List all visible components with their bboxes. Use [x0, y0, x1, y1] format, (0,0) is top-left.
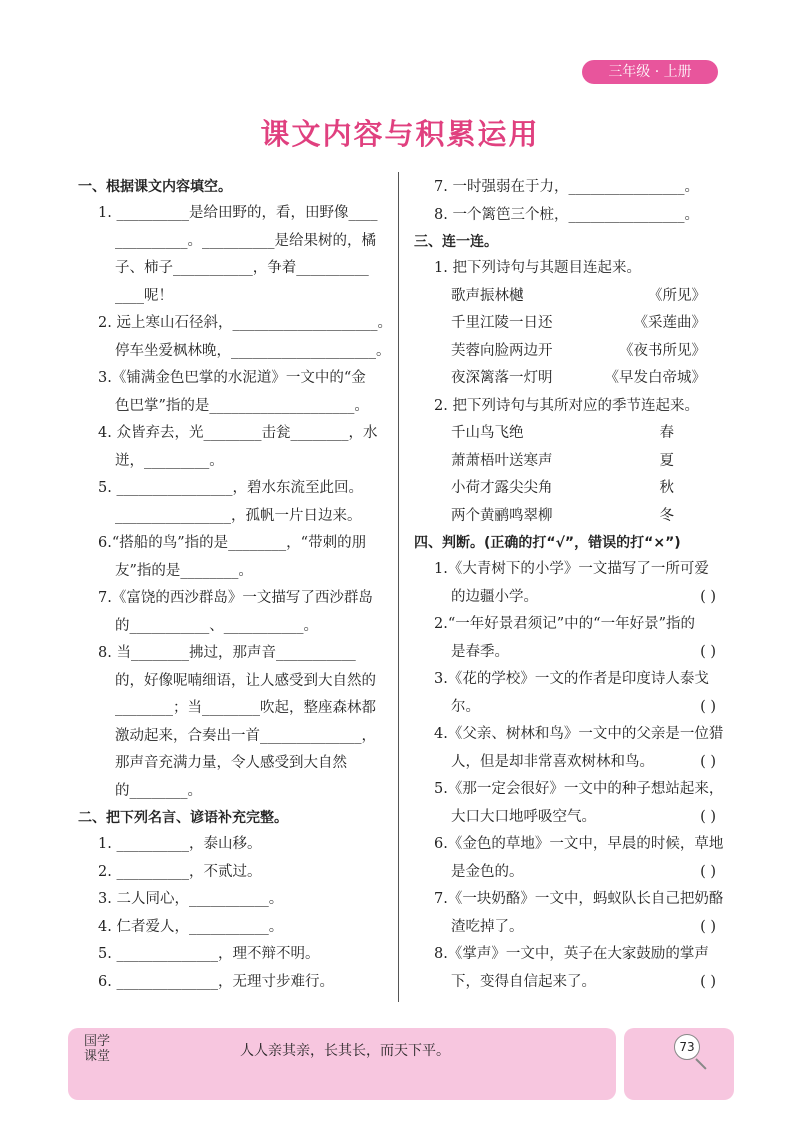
q8-line: 激动起来，合奏出一首______________，	[115, 727, 376, 744]
q8-line: 那声音充满力量，令人感受到大自然	[115, 755, 347, 771]
poem-match-row	[414, 365, 726, 393]
poem-line: 夜深篱落一灯明	[451, 370, 553, 386]
poem-match-row	[414, 283, 726, 311]
judge-line: 5.《那一定会很好》一文中的种子想站起来，	[434, 781, 724, 797]
footer-quote: 人人亲其亲，长其长，而天下平。	[240, 1043, 450, 1059]
q1-line: 子、柿子___________，争着__________	[115, 260, 369, 276]
judge-line: 下，变得自信起来了。 ( )	[414, 969, 726, 997]
judge-line: 2.“一年好景君须记”中的“一年好景”指的	[434, 616, 695, 632]
q2-line: 2. 远上寒山石径斜，____________________。	[98, 315, 392, 331]
section-2-heading: 二、把下列名言、谚语补充完整。	[78, 810, 288, 826]
judge-line: 尔。 ( )	[414, 694, 726, 722]
proverb-item: 8. 一个篱笆三个桩，________________。	[434, 206, 699, 223]
match-instruction: 1. 把下列诗句与其题目连起来。	[434, 260, 641, 276]
poem-line: 歌声振林樾	[451, 287, 524, 304]
proverb-item: 7. 一时强弱在于力，________________。	[434, 179, 699, 195]
judge-line: 7.《一块奶酪》一文中，蚂蚁队长自己把奶酪	[434, 891, 724, 907]
answer-parens[interactable]: ( )	[700, 588, 716, 605]
proverb-item: 4. 仁者爱人，___________。	[98, 918, 284, 935]
season-match-row	[414, 503, 726, 531]
q7-line: 7.《富饶的西沙群岛》一文描写了西沙群岛	[98, 590, 373, 606]
q3-line: 3.《铺满金色巴掌的水泥道》一文中的“金	[98, 370, 366, 386]
match-instruction: 2. 把下列诗句与其所对应的季节连起来。	[434, 397, 699, 414]
q5-line: ________________，孤帆一片日边来。	[115, 507, 362, 524]
judge-line: 是春季。 ( )	[414, 639, 726, 667]
season-label: 冬	[659, 507, 674, 524]
proverb-item: 6. ______________，无理寸步难行。	[98, 973, 334, 990]
q8-line: 8. 当________拂过，那声音___________	[98, 645, 356, 661]
poem-line: 芙蓉向脸两边开	[451, 342, 553, 359]
page-title: 课文内容与积累运用	[260, 117, 540, 151]
proverb-item: 2. __________，不贰过。	[98, 863, 262, 880]
section-1-heading: 一、根据课文内容填空。	[78, 179, 232, 195]
q8-line: 的，好像呢喃细语，让人感受到大自然的	[115, 672, 376, 689]
q6-line: 6.“搭船的鸟”指的是________，“带刺的朋	[98, 535, 367, 551]
proverb-item: 3. 二人同心，___________。	[98, 891, 284, 907]
judge-line: 大口大口地呼吸空气。 ( )	[414, 804, 726, 832]
answer-parens[interactable]: ( )	[700, 808, 716, 825]
q8-line: ________；当________吹起，整座森林都	[115, 700, 376, 716]
judge-line: 的边疆小学。 ( )	[414, 584, 726, 612]
poem-title: 《早发白帝城》	[604, 370, 706, 386]
season-match-row	[414, 475, 726, 503]
left-column	[78, 174, 392, 996]
page-number: 73	[674, 1034, 700, 1060]
judge-line: 3.《花的学校》一文的作者是印度诗人泰戈	[434, 671, 709, 687]
poem-line: 小荷才露尖尖角	[451, 480, 553, 496]
column-divider	[398, 172, 399, 1002]
season-match-row	[414, 448, 726, 476]
answer-parens[interactable]: ( )	[700, 753, 716, 770]
judge-line: 8.《掌声》一文中，英子在大家鼓励的掌声	[434, 946, 709, 962]
season-match-row	[414, 420, 726, 448]
answer-parens[interactable]: ( )	[700, 973, 716, 990]
season-label: 秋	[659, 480, 674, 496]
poem-line: 两个黄鹂鸣翠柳	[451, 507, 553, 524]
q5-line: 5. ________________，碧水东流至此回。	[98, 480, 363, 496]
right-column	[414, 174, 726, 996]
q1-line: ____呢！	[115, 287, 173, 304]
proverb-item: 1. __________，泰山移。	[98, 836, 262, 852]
section-3-heading: 三、连一连。	[414, 234, 498, 250]
poem-line: 千里江陵一日还	[451, 315, 553, 331]
grade-badge: 三年级 · 上册	[582, 60, 718, 84]
magnifier-icon	[695, 1058, 706, 1069]
q3-line: 色巴掌”指的是____________________。	[115, 397, 369, 414]
q6-line: 友”指的是________。	[115, 562, 253, 579]
page-number-panel	[624, 1028, 734, 1100]
poem-title: 《夜书所见》	[619, 342, 706, 359]
section-4-heading: 四、判断。(正确的打“√”，错误的打“×”)	[414, 535, 681, 551]
judge-line: 1.《大青树下的小学》一文描写了一所可爱	[434, 561, 709, 577]
judge-line: 人，但是却非常喜欢树林和鸟。 ( )	[414, 749, 726, 777]
judge-line: 渣吃掉了。 ( )	[414, 914, 726, 942]
poem-line: 萧萧梧叶送寒声	[451, 452, 553, 469]
answer-parens[interactable]: ( )	[700, 863, 716, 880]
proverb-item: 5. ______________，理不辩不明。	[98, 946, 320, 962]
guoxue-label: 国学 课堂	[84, 1034, 111, 1064]
judge-line: 6.《金色的草地》一文中，早晨的时候，草地	[434, 836, 724, 852]
poem-match-row	[414, 310, 726, 338]
q1-line: 1. __________是给田野的，看，田野像____	[98, 205, 378, 221]
footer-banner	[68, 1028, 616, 1100]
judge-line: 4.《父亲、树林和鸟》一文中的父亲是一位猎	[434, 726, 724, 742]
q8-line: 的________。	[115, 782, 202, 799]
season-label: 春	[659, 425, 674, 441]
q1-line: __________。__________是给果树的，橘	[115, 232, 376, 249]
season-label: 夏	[659, 452, 674, 469]
answer-parens[interactable]: ( )	[700, 918, 716, 935]
q7-line: 的___________、___________。	[115, 617, 318, 634]
answer-parens[interactable]: ( )	[700, 643, 716, 660]
poem-title: 《所见》	[648, 287, 706, 304]
judge-line: 是金色的。 ( )	[414, 859, 726, 887]
q2-line: 停车坐爱枫林晚，____________________。	[115, 342, 391, 359]
poem-title: 《采莲曲》	[633, 315, 706, 331]
poem-match-row	[414, 338, 726, 366]
q4-line: 迸，_________。	[115, 452, 224, 469]
answer-parens[interactable]: ( )	[700, 698, 716, 715]
q4-line: 4. 众皆弃去，光________击瓮________，水	[98, 425, 378, 441]
poem-line: 千山鸟飞绝	[451, 425, 524, 441]
